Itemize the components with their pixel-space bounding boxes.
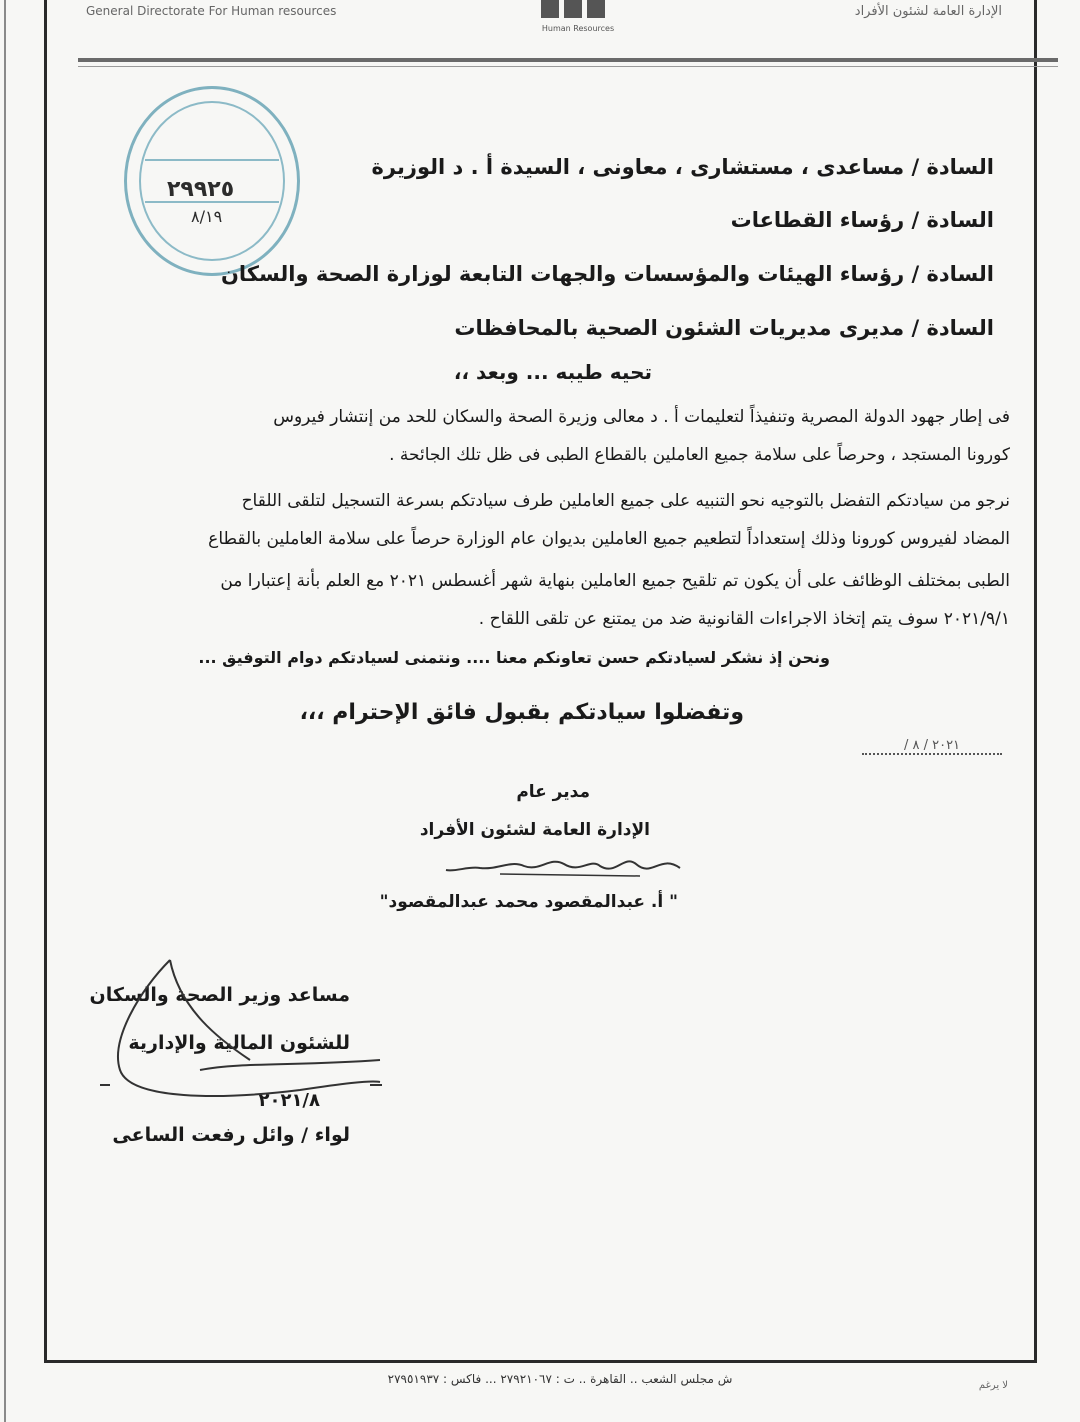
- closing-line: وتفضلوا سيادتكم بقبول فائق الإحترام ،،،: [299, 700, 744, 725]
- second-signatory-department: للشئون المالية والإدارية: [128, 1032, 350, 1054]
- header-rule: [78, 58, 1058, 62]
- logo-caption: Human Resources: [541, 24, 615, 33]
- hr-logo: [537, 0, 619, 38]
- incoming-stamp: [124, 86, 300, 276]
- stamp-sub: ٨/١٩: [191, 207, 223, 226]
- paragraph-line: المضاد لفيروس كورونا وذلك إستعداداً لتطعيم جميع العاملين بديوان عام الوزارة حرصاً على سلامة العاملين بالقطاع: [208, 529, 1010, 549]
- handwritten-signature-icon: [100, 950, 390, 1110]
- signatory-department: الإدارة العامة لشئون الأفراد: [419, 820, 650, 840]
- paragraph-line: ٢٠٢١/٩/١ سوف يتم إتخاذ الاجراءات القانونية ضد من يمتنع عن تلقى اللقاح .: [478, 609, 1010, 629]
- frame-bottom: [44, 1360, 1037, 1363]
- signatory-name: " أ. عبدالمقصود محمد عبدالمقصود": [379, 892, 678, 912]
- addressee-line: السادة / مديرى مديريات الشئون الصحية بالمحافظات: [454, 316, 994, 340]
- logo-mark-icon: [541, 0, 613, 20]
- stamp-number: ٢٩٩٢٥: [167, 177, 235, 202]
- paragraph-line: نرجو من سيادتكم التفضل بالتوجيه نحو التنبيه على جميع العاملين طرف سيادتكم بسرعة التسجيل لتلقى اللقاح: [241, 491, 1010, 511]
- frame-right: [1034, 0, 1037, 1362]
- second-signatory-ref: ٢٠٢١/٨: [258, 1090, 320, 1111]
- addressee-line: السادة / رؤساء القطاعات: [730, 208, 994, 232]
- org-name-english: General Directorate For Human resources: [86, 4, 337, 18]
- paragraph-line: فى إطار جهود الدولة المصرية وتنفيذاً لتعليمات أ . د معالى وزيرة الصحة والسكان للحد من إنتشار فيروس: [273, 407, 1010, 427]
- signatory-title: مدير عام: [516, 782, 590, 802]
- org-name-arabic: الإدارة العامة لشئون الأفراد: [854, 4, 1002, 19]
- addressee-line: السادة / رؤساء الهيئات والمؤسسات والجهات التابعة لوزارة الصحة والسكان: [220, 262, 994, 286]
- second-signatory-title: مساعد وزير الصحة والسكان: [89, 984, 350, 1006]
- second-signatory-name: لواء / وائل رفعت الساعى: [112, 1124, 350, 1146]
- letter-date: ٢٠٢١ / ٨ /: [862, 738, 1002, 755]
- footer-address: ش مجلس الشعب .. القاهرة .. ت : ٢٧٩٢١٠٦٧ ... فاكس : ٢٧٩٥١٩٣٧: [387, 1372, 733, 1386]
- header-rule-thin: [78, 66, 1058, 67]
- paragraph-line: الطبى بمختلف الوظائف على أن يكون تم تلقيح جميع العاملين بنهاية شهر أغسطس ٢٠٢١ مع العلم بأنة إعتبارا من: [220, 571, 1010, 591]
- greeting: تحيه طيبه ... وبعد ،،: [453, 360, 652, 384]
- frame-left: [44, 0, 47, 1362]
- paragraph-line: كورونا المستجد ، وحرصاً على سلامة جميع العاملين بالقطاع الطبى فى ظل تلك الجائحة .: [389, 445, 1010, 465]
- thanks-line: ونحن إذ نشكر لسيادتكم حسن تعاونكم معنا .... ونتمنى لسيادتكم دوام التوفيق ...: [198, 648, 830, 667]
- scan-edge: [4, 0, 6, 1422]
- addressee-line: السادة / مساعدى ، مستشارى ، معاونى ، السيدة أ . د الوزيرة: [371, 155, 994, 179]
- footer-note: لا يرغم: [978, 1380, 1008, 1391]
- signature-icon: [440, 848, 690, 882]
